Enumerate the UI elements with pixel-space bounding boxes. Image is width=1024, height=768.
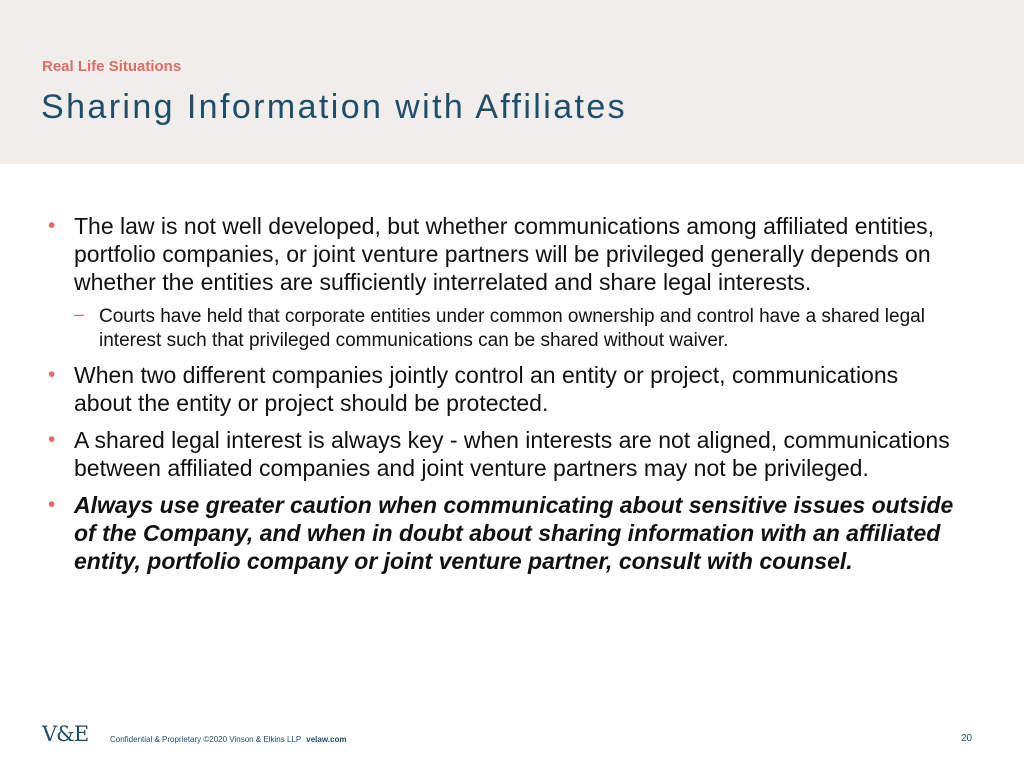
footer-legal-line xyxy=(110,735,346,744)
bullet-marker: • xyxy=(48,493,56,516)
firm-logo: V&E xyxy=(42,722,89,746)
bullet-item xyxy=(46,361,956,417)
bullet-item-emphasis xyxy=(46,491,956,575)
bullet-marker: • xyxy=(48,214,56,237)
bullet-list xyxy=(46,212,956,584)
header-band xyxy=(0,0,1024,164)
website-link[interactable]: velaw.com xyxy=(306,735,347,744)
bullet-item xyxy=(46,426,956,482)
bullet-text: The law is not well developed, but whether communications among affiliated entities, portfolio companies, or joint venture partners will be privileged generally depends on whether the entities are sufficiently interrelated and share legal interests. xyxy=(74,213,934,295)
bullet-item xyxy=(46,212,956,296)
sub-bullet-text: Courts have held that corporate entities under common ownership and control have a shared legal interest such that privileged communications can be shared without waiver. xyxy=(99,306,925,351)
bullet-marker: • xyxy=(48,428,56,451)
bullet-text: A shared legal interest is always key - when interests are not aligned, communications between affiliated companies and joint venture partners may not be privileged. xyxy=(74,427,950,481)
sub-bullet-marker: – xyxy=(74,304,85,324)
footer xyxy=(0,722,1024,752)
slide-title: Sharing Information with Affiliates xyxy=(41,88,628,126)
bullet-text: When two different companies jointly control an entity or project, communications about the entity or project should be protected. xyxy=(74,362,899,416)
bullet-text-emphasis: Always use greater caution when communicating about sensitive issues outside of the Company, and when in doubt about sharing information with an affiliated entity, portfolio company or joint venture partner, consult with counsel. xyxy=(74,492,954,574)
section-kicker: Real Life Situations xyxy=(42,58,182,75)
confidential-notice: Confidential & Proprietary ©2020 Vinson & Elkins LLP xyxy=(110,735,302,744)
sub-bullet-item xyxy=(46,305,956,353)
bullet-marker: • xyxy=(48,363,56,386)
page-number: 20 xyxy=(961,733,973,744)
